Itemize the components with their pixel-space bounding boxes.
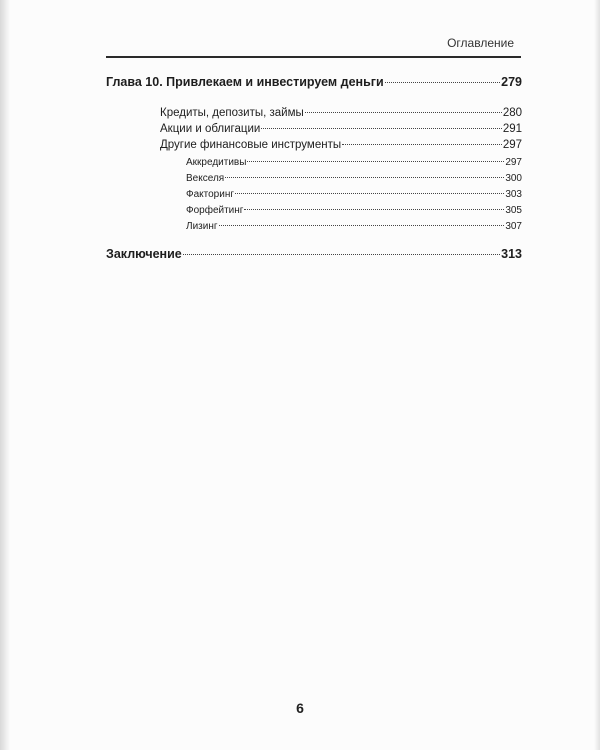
- toc-entry-chapter-10: [106, 75, 522, 89]
- leader-dots: [219, 225, 505, 226]
- toc-entry-title: Лизинг: [186, 221, 218, 232]
- toc-entry-page: 280: [502, 107, 522, 119]
- toc-entry-title: Векселя: [186, 173, 225, 184]
- toc-entry-conclusion: [106, 247, 522, 261]
- toc-entry-page: 297: [505, 157, 522, 168]
- leader-dots: [183, 254, 500, 255]
- toc-entry-section: [160, 139, 522, 151]
- running-head: Оглавление: [447, 36, 514, 50]
- toc-entry-title: Аккредитивы: [186, 157, 247, 168]
- toc-entry-subsection: [186, 157, 522, 168]
- leader-dots: [385, 82, 500, 83]
- toc-entry-page: 297: [502, 139, 522, 151]
- toc-entry-page: 307: [505, 221, 522, 232]
- leader-dots: [225, 177, 504, 178]
- leader-dots: [235, 193, 504, 194]
- toc-entry-title: Другие финансовые инструменты: [160, 139, 342, 151]
- header-rule: [106, 56, 521, 58]
- leader-dots: [342, 144, 502, 145]
- toc-entry-title: Акции и облигации: [160, 123, 261, 135]
- toc-entry-page: 279: [501, 75, 522, 89]
- toc-entry-section: [160, 123, 522, 135]
- toc-entry-page: 303: [505, 189, 522, 200]
- toc-entry-title: Кредиты, депозиты, займы: [160, 107, 304, 119]
- toc-entry-subsection: [186, 221, 522, 232]
- toc-entry-title: Глава 10. Привлекаем и инвестируем деньги: [106, 75, 384, 89]
- toc-entry-page: 313: [501, 247, 522, 261]
- leader-dots: [244, 209, 504, 210]
- toc-entry-title: Форфейтинг: [186, 205, 244, 216]
- toc-entry-subsection: [186, 189, 522, 200]
- toc-entry-page: 291: [502, 123, 522, 135]
- page-edge-shadow-left: [0, 0, 10, 750]
- leader-dots: [261, 128, 501, 129]
- toc-entry-page: 300: [505, 173, 522, 184]
- toc-entry-section: [160, 107, 522, 119]
- toc-entry-subsection: [186, 173, 522, 184]
- toc-entry-title: Заключение: [106, 247, 182, 261]
- toc-entry-page: 305: [505, 205, 522, 216]
- toc-entry-title: Факторинг: [186, 189, 234, 200]
- toc-entry-subsection: [186, 205, 522, 216]
- leader-dots: [305, 112, 502, 113]
- page-edge-shadow-right: [594, 0, 600, 750]
- leader-dots: [247, 161, 504, 162]
- page-number: 6: [296, 700, 304, 716]
